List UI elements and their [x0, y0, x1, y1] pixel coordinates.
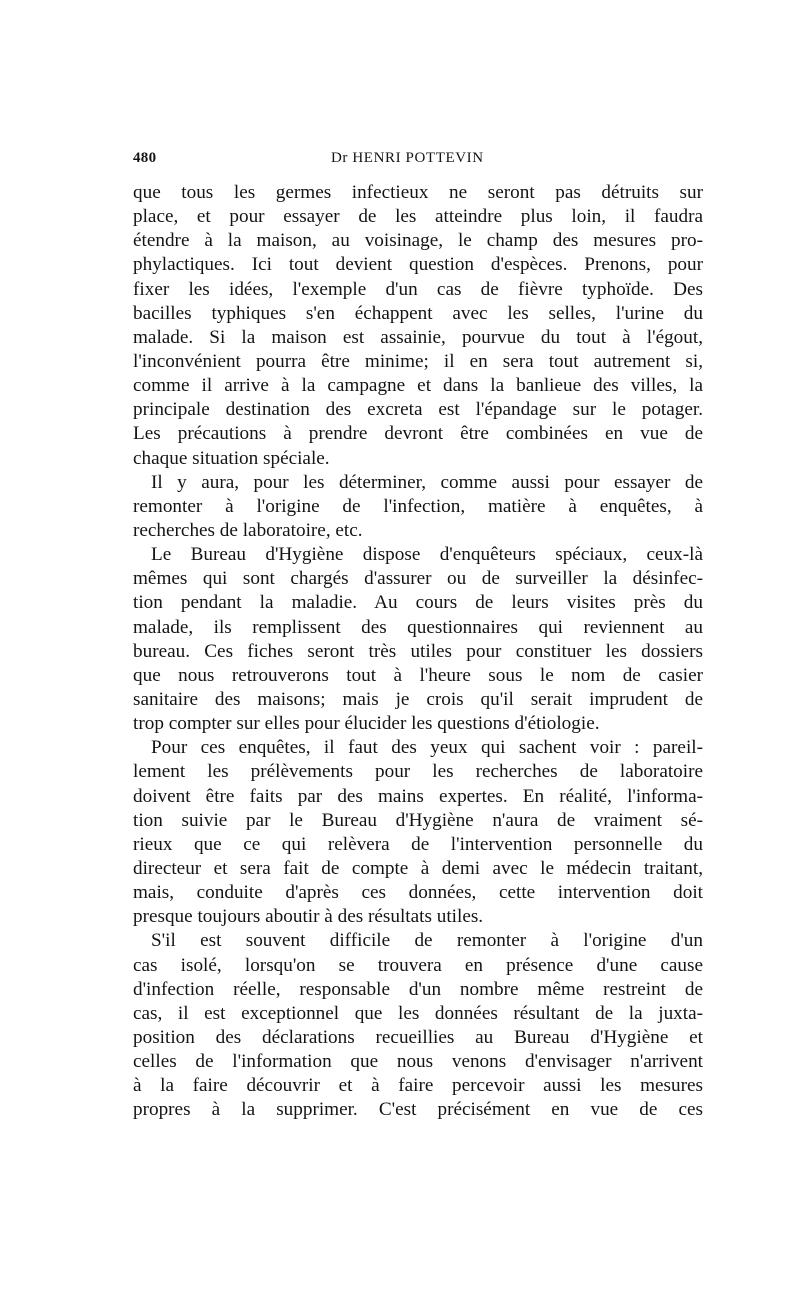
text-line: S'il est souvent difficile de remonter à l'origine d'un	[151, 930, 703, 952]
text-line: remonter à l'origine de l'infection, matière à enquêtes, à	[133, 495, 703, 517]
running-head	[133, 150, 703, 172]
page-number: 480	[133, 150, 157, 166]
text-line: l'inconvénient pourra être minime; il en sera tout autrement si,	[133, 350, 703, 372]
text-line: comme il arrive à la campagne et dans la banlieue des villes, la	[133, 375, 703, 397]
text-line: position des déclarations recueillies au Bureau d'Hygiène et	[133, 1026, 703, 1048]
text-line: chaque situation spéciale.	[133, 447, 330, 469]
text-line: phylactiques. Ici tout devient question d'espèces. Prenons, pour	[133, 254, 703, 276]
text-line: tion pendant la maladie. Au cours de leurs visites près du	[133, 592, 703, 614]
text-line: que nous retrouverons tout à l'heure sous le nom de casier	[133, 664, 703, 686]
text-line: mêmes qui sont chargés d'assurer ou de surveiller la désinfec-	[133, 568, 703, 590]
text-line: Les précautions à prendre devront être combinées en vue de	[133, 423, 703, 445]
text-line: cas, il est exceptionnel que les données résultant de la juxta-	[133, 1002, 703, 1024]
text-line: principale destination des excreta est l'épandage sur le potager.	[133, 399, 703, 421]
text-line: trop compter sur elles pour élucider les questions d'étiologie.	[133, 713, 600, 735]
text-line: doivent être faits par des mains expertes. En réalité, l'informa-	[133, 785, 703, 807]
text-line: lement les prélèvements pour les recherches de laboratoire	[133, 761, 703, 783]
text-line: recherches de laboratoire, etc.	[133, 519, 363, 541]
text-line: fixer les idées, l'exemple d'un cas de fièvre typhoïde. Des	[133, 278, 703, 300]
text-line: à la faire découvrir et à faire percevoir aussi les mesures	[133, 1075, 703, 1097]
text-line: bureau. Ces fiches seront très utiles pour constituer les dossiers	[133, 640, 703, 662]
text-line: Pour ces enquêtes, il faut des yeux qui sachent voir : pareil-	[151, 737, 703, 759]
text-line: Le Bureau d'Hygiène dispose d'enquêteurs spéciaux, ceux-là	[151, 544, 703, 566]
running-title: Dr HENRI POTTEVIN	[331, 150, 484, 166]
text-line: place, et pour essayer de les atteindre plus loin, il faudra	[133, 206, 703, 228]
text-line: Il y aura, pour les déterminer, comme aussi pour essayer de	[151, 471, 703, 493]
text-line: sanitaire des maisons; mais je crois qu'il serait imprudent de	[133, 688, 703, 710]
text-line: rieux que ce qui relèvera de l'intervention personnelle du	[133, 833, 703, 855]
text-line: d'infection réelle, responsable d'un nombre même restreint de	[133, 978, 703, 1000]
body-text	[133, 181, 703, 1122]
text-line: celles de l'information que nous venons d'envisager n'arrivent	[133, 1051, 703, 1073]
text-line: malade. Si la maison est assainie, pourvue du tout à l'égout,	[133, 326, 703, 348]
text-line: malade, ils remplissent des questionnaires qui reviennent au	[133, 616, 703, 638]
text-line: propres à la supprimer. C'est précisément en vue de ces	[133, 1099, 703, 1121]
text-line: directeur et sera fait de compte à demi avec le médecin traitant,	[133, 857, 703, 879]
text-line: presque toujours aboutir à des résultats utiles.	[133, 906, 484, 928]
text-line: mais, conduite d'après ces données, cette intervention doit	[133, 882, 703, 904]
text-line: cas isolé, lorsqu'on se trouvera en présence d'une cause	[133, 954, 703, 976]
text-line: tion suivie par le Bureau d'Hygiène n'aura de vraiment sé-	[133, 809, 703, 831]
text-line: que tous les germes infectieux ne seront pas détruits sur	[133, 182, 703, 203]
text-line: étendre à la maison, au voisinage, le champ des mesures pro-	[133, 230, 703, 252]
text-line: bacilles typhiques s'en échappent avec les selles, l'urine du	[133, 302, 703, 324]
